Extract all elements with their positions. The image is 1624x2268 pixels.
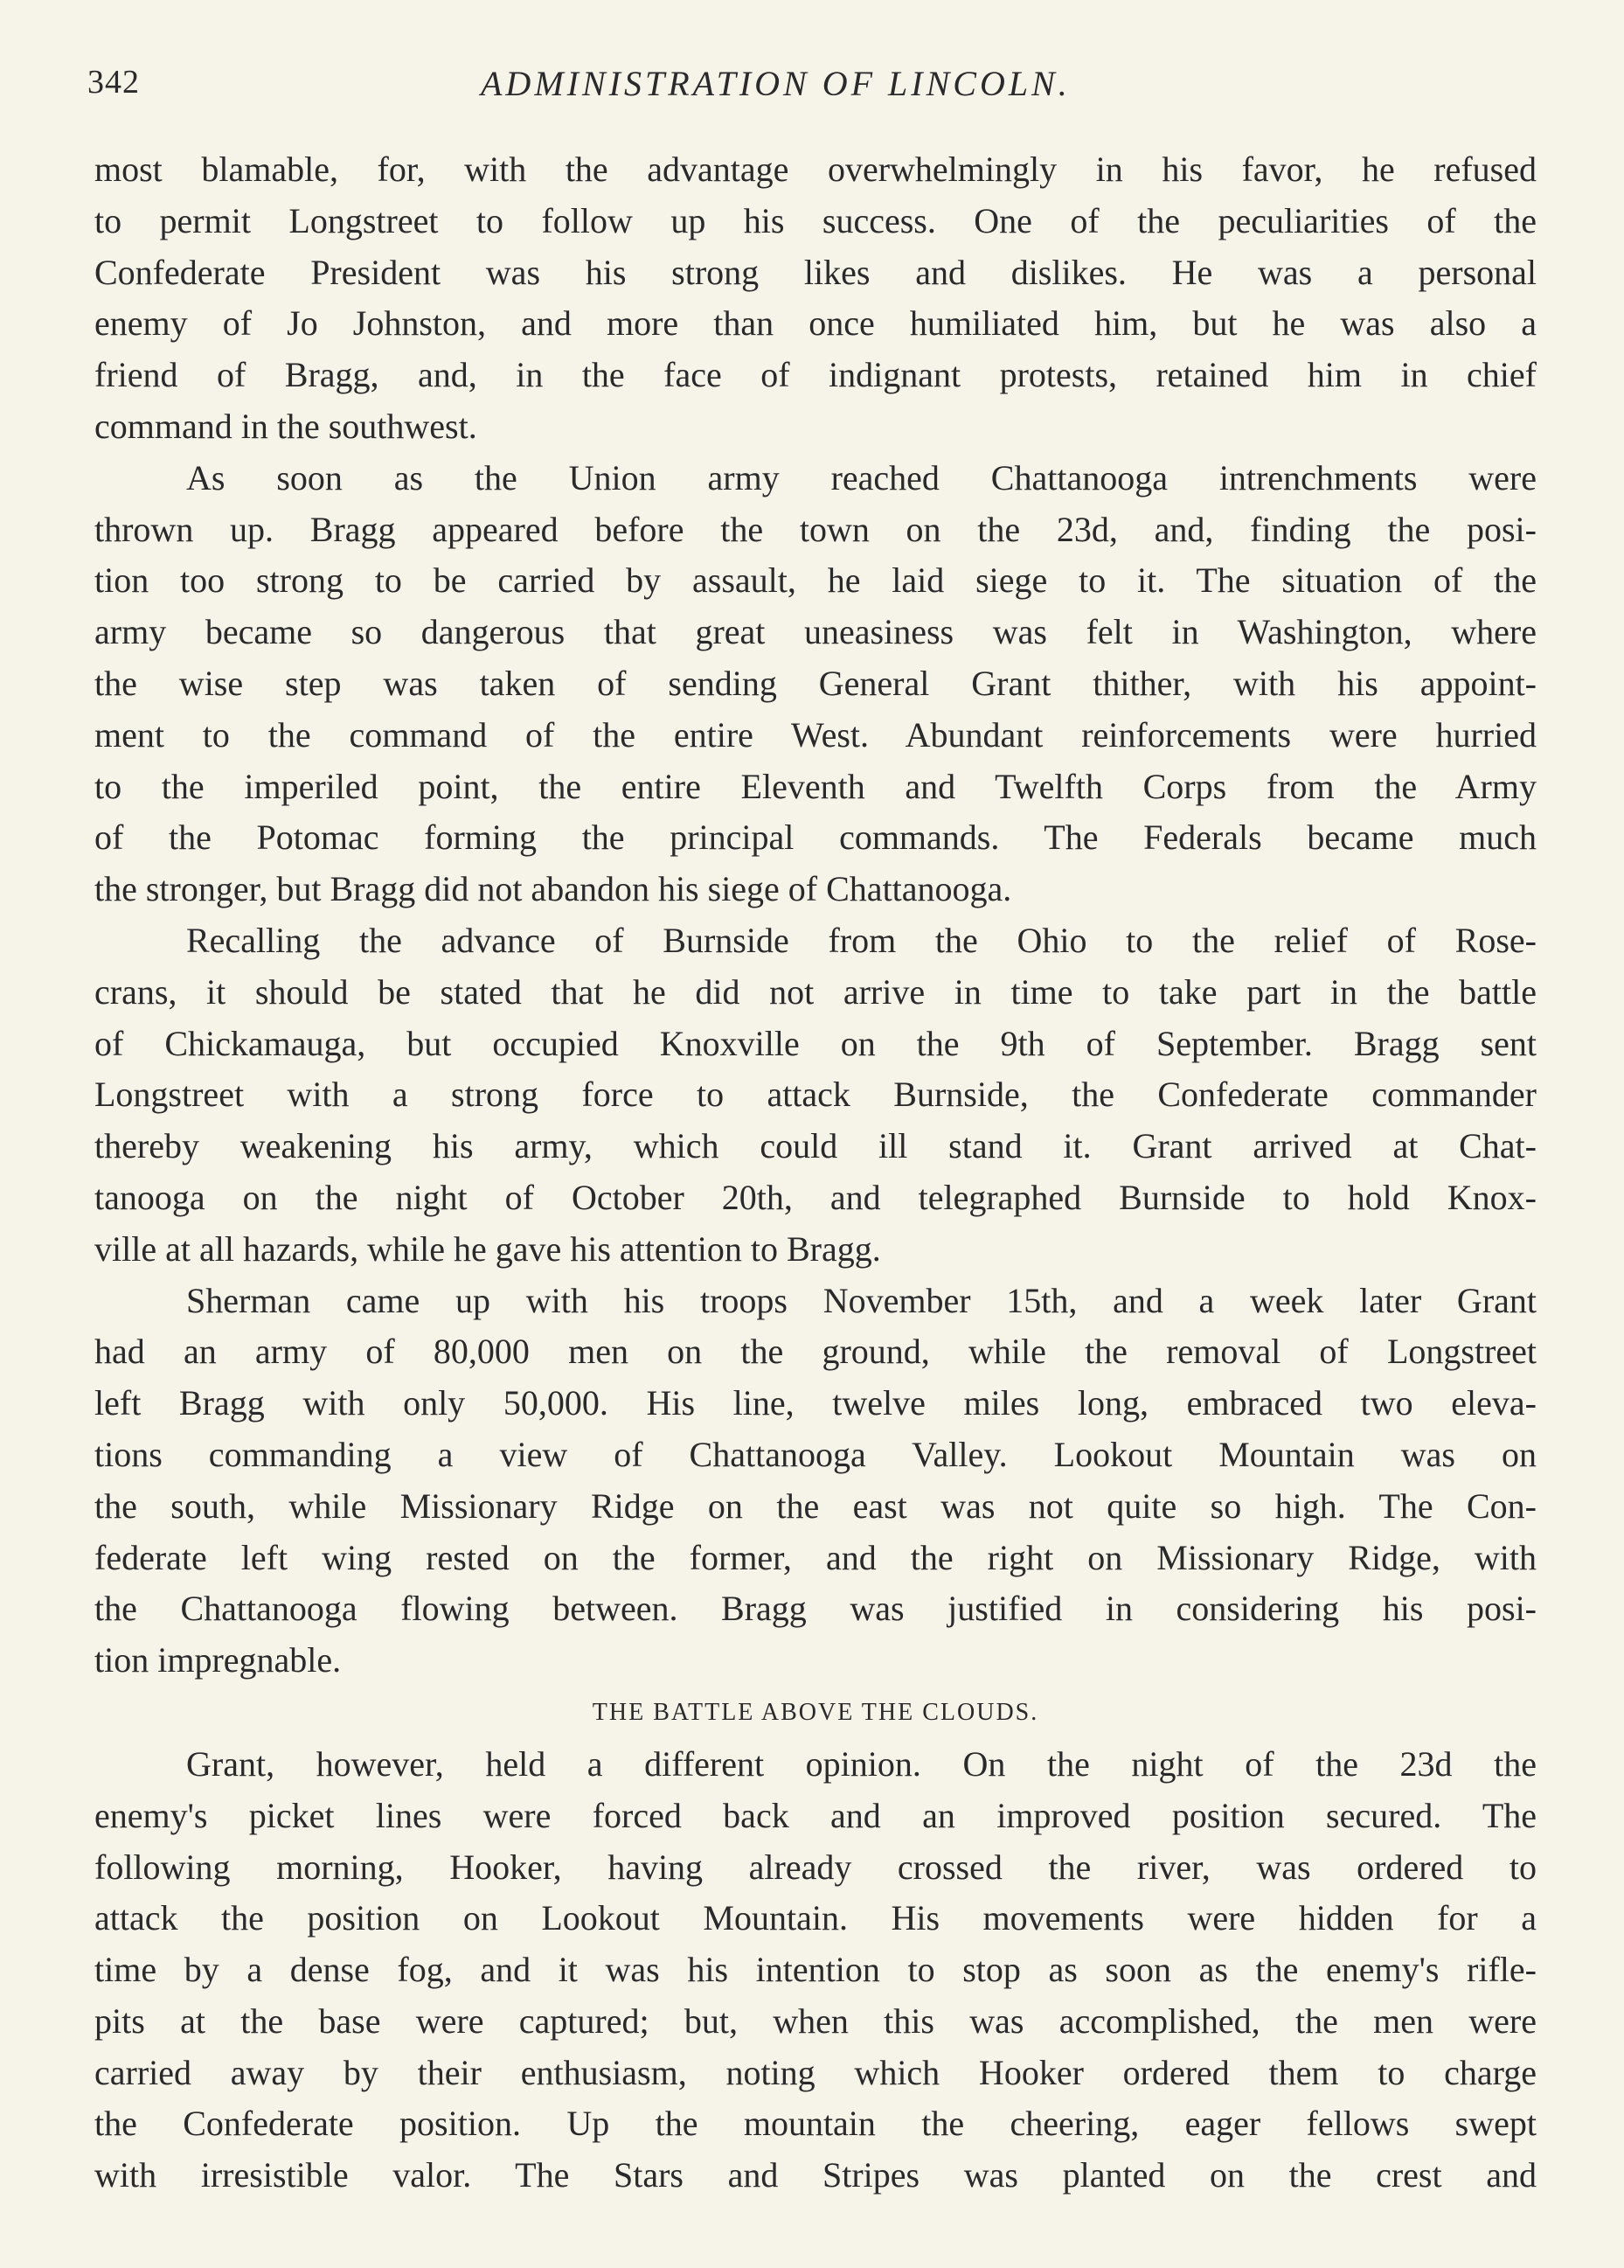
- text-line: had an army of 80,000 men on the ground, while the removal of Longstreet: [94, 1332, 1537, 1372]
- text-line: to permit Longstreet to follow up his success. One of the peculiarities of the: [94, 200, 1537, 240]
- text-line: tanooga on the night of October 20th, and telegraphed Burnside to hold Knox-: [94, 1177, 1537, 1217]
- text-line: the Chattanooga flowing between. Bragg was justified in considering his posi-: [94, 1589, 1537, 1629]
- text-line: left Bragg with only 50,000. His line, twelve miles long, embraced two eleva-: [94, 1383, 1537, 1423]
- text-line: Sherman came up with his troops November 15th, and a week later Grant: [186, 1280, 1537, 1320]
- text-line: federate left wing rested on the former, and the right on Missionary Ridge, with: [94, 1537, 1537, 1577]
- text-line: following morning, Hooker, having already crossed the river, was ordered to: [94, 1847, 1537, 1887]
- text-line: pits at the base were captured; but, when this was accomplished, the men were: [94, 2000, 1537, 2041]
- text-line: of the Potomac forming the principal commands. The Federals became much: [94, 817, 1537, 858]
- body-text: [94, 144, 1537, 2202]
- text-line: the wise step was taken of sending General Grant thither, with his appoint-: [94, 663, 1537, 703]
- text-line: to the imperiled point, the entire Eleventh and Twelfth Corps from the Army: [94, 766, 1537, 806]
- text-line: the stronger, but Bragg did not abandon his siege of Chattanooga.: [94, 869, 1012, 909]
- text-line: thereby weakening his army, which could ill stand it. Grant arrived at Chat-: [94, 1126, 1537, 1166]
- text-line: thrown up. Bragg appeared before the town on the 23d, and, finding the posi-: [94, 509, 1537, 549]
- text-line: most blamable, for, with the advantage overwhelmingly in his favor, he refused: [94, 150, 1537, 189]
- text-line: tion impregnable.: [94, 1640, 342, 1680]
- text-line: enemy of Jo Johnston, and more than once humiliated him, but he was also a: [94, 303, 1537, 344]
- page-number: 342: [87, 64, 140, 101]
- text-line: As soon as the Union army reached Chattanooga intrenchments were: [186, 457, 1537, 497]
- text-line: of Chickamauga, but occupied Knoxville on the 9th of September. Bragg sent: [94, 1023, 1537, 1063]
- text-line: time by a dense fog, and it was his intention to stop as soon as the enemy's rifle-: [94, 1950, 1537, 1990]
- text-line: Grant, however, held a different opinion. On the night of the 23d the: [186, 1743, 1537, 1784]
- text-line: tions commanding a view of Chattanooga Valley. Lookout Mountain was on: [94, 1434, 1537, 1474]
- text-line: Recalling the advance of Burnside from the Ohio to the relief of Rose-: [186, 920, 1537, 960]
- text-line: tion too strong to be carried by assault, he laid siege to it. The situation of the: [94, 560, 1537, 601]
- text-line: crans, it should be stated that he did not arrive in time to take part in the battle: [94, 971, 1537, 1012]
- text-line: ment to the command of the entire West. Abundant reinforcements were hurried: [94, 714, 1537, 755]
- text-line: Confederate President was his strong likes and dislikes. He was a personal: [94, 252, 1537, 292]
- running-head: [87, 63, 1538, 115]
- text-line: the Confederate position. Up the mountain the cheering, eager fellows swept: [94, 2104, 1537, 2144]
- running-title: ADMINISTRATION OF LINCOLN.: [481, 64, 1071, 103]
- text-line: friend of Bragg, and, in the face of indignant protests, retained him in chief: [94, 355, 1537, 395]
- text-line: the south, while Missionary Ridge on the east was not quite so high. The Con-: [94, 1485, 1537, 1526]
- text-line: carried away by their enthusiasm, noting which Hooker ordered them to charge: [94, 2052, 1537, 2092]
- text-line: attack the position on Lookout Mountain. His movements were hidden for a: [94, 1898, 1537, 1938]
- text-line: army became so dangerous that great uneasiness was felt in Washington, where: [94, 612, 1537, 652]
- text-line: enemy's picket lines were forced back and an improved position secured. The: [94, 1795, 1537, 1835]
- text-line: ville at all hazards, while he gave his attention to Bragg.: [94, 1228, 881, 1269]
- text-line: command in the southwest.: [94, 406, 477, 446]
- text-line: Longstreet with a strong force to attack Burnside, the Confederate commander: [94, 1075, 1537, 1115]
- section-heading: THE BATTLE ABOVE THE CLOUDS.: [592, 1698, 1039, 1726]
- text-line: with irresistible valor. The Stars and Stripes was planted on the crest and: [94, 2155, 1537, 2195]
